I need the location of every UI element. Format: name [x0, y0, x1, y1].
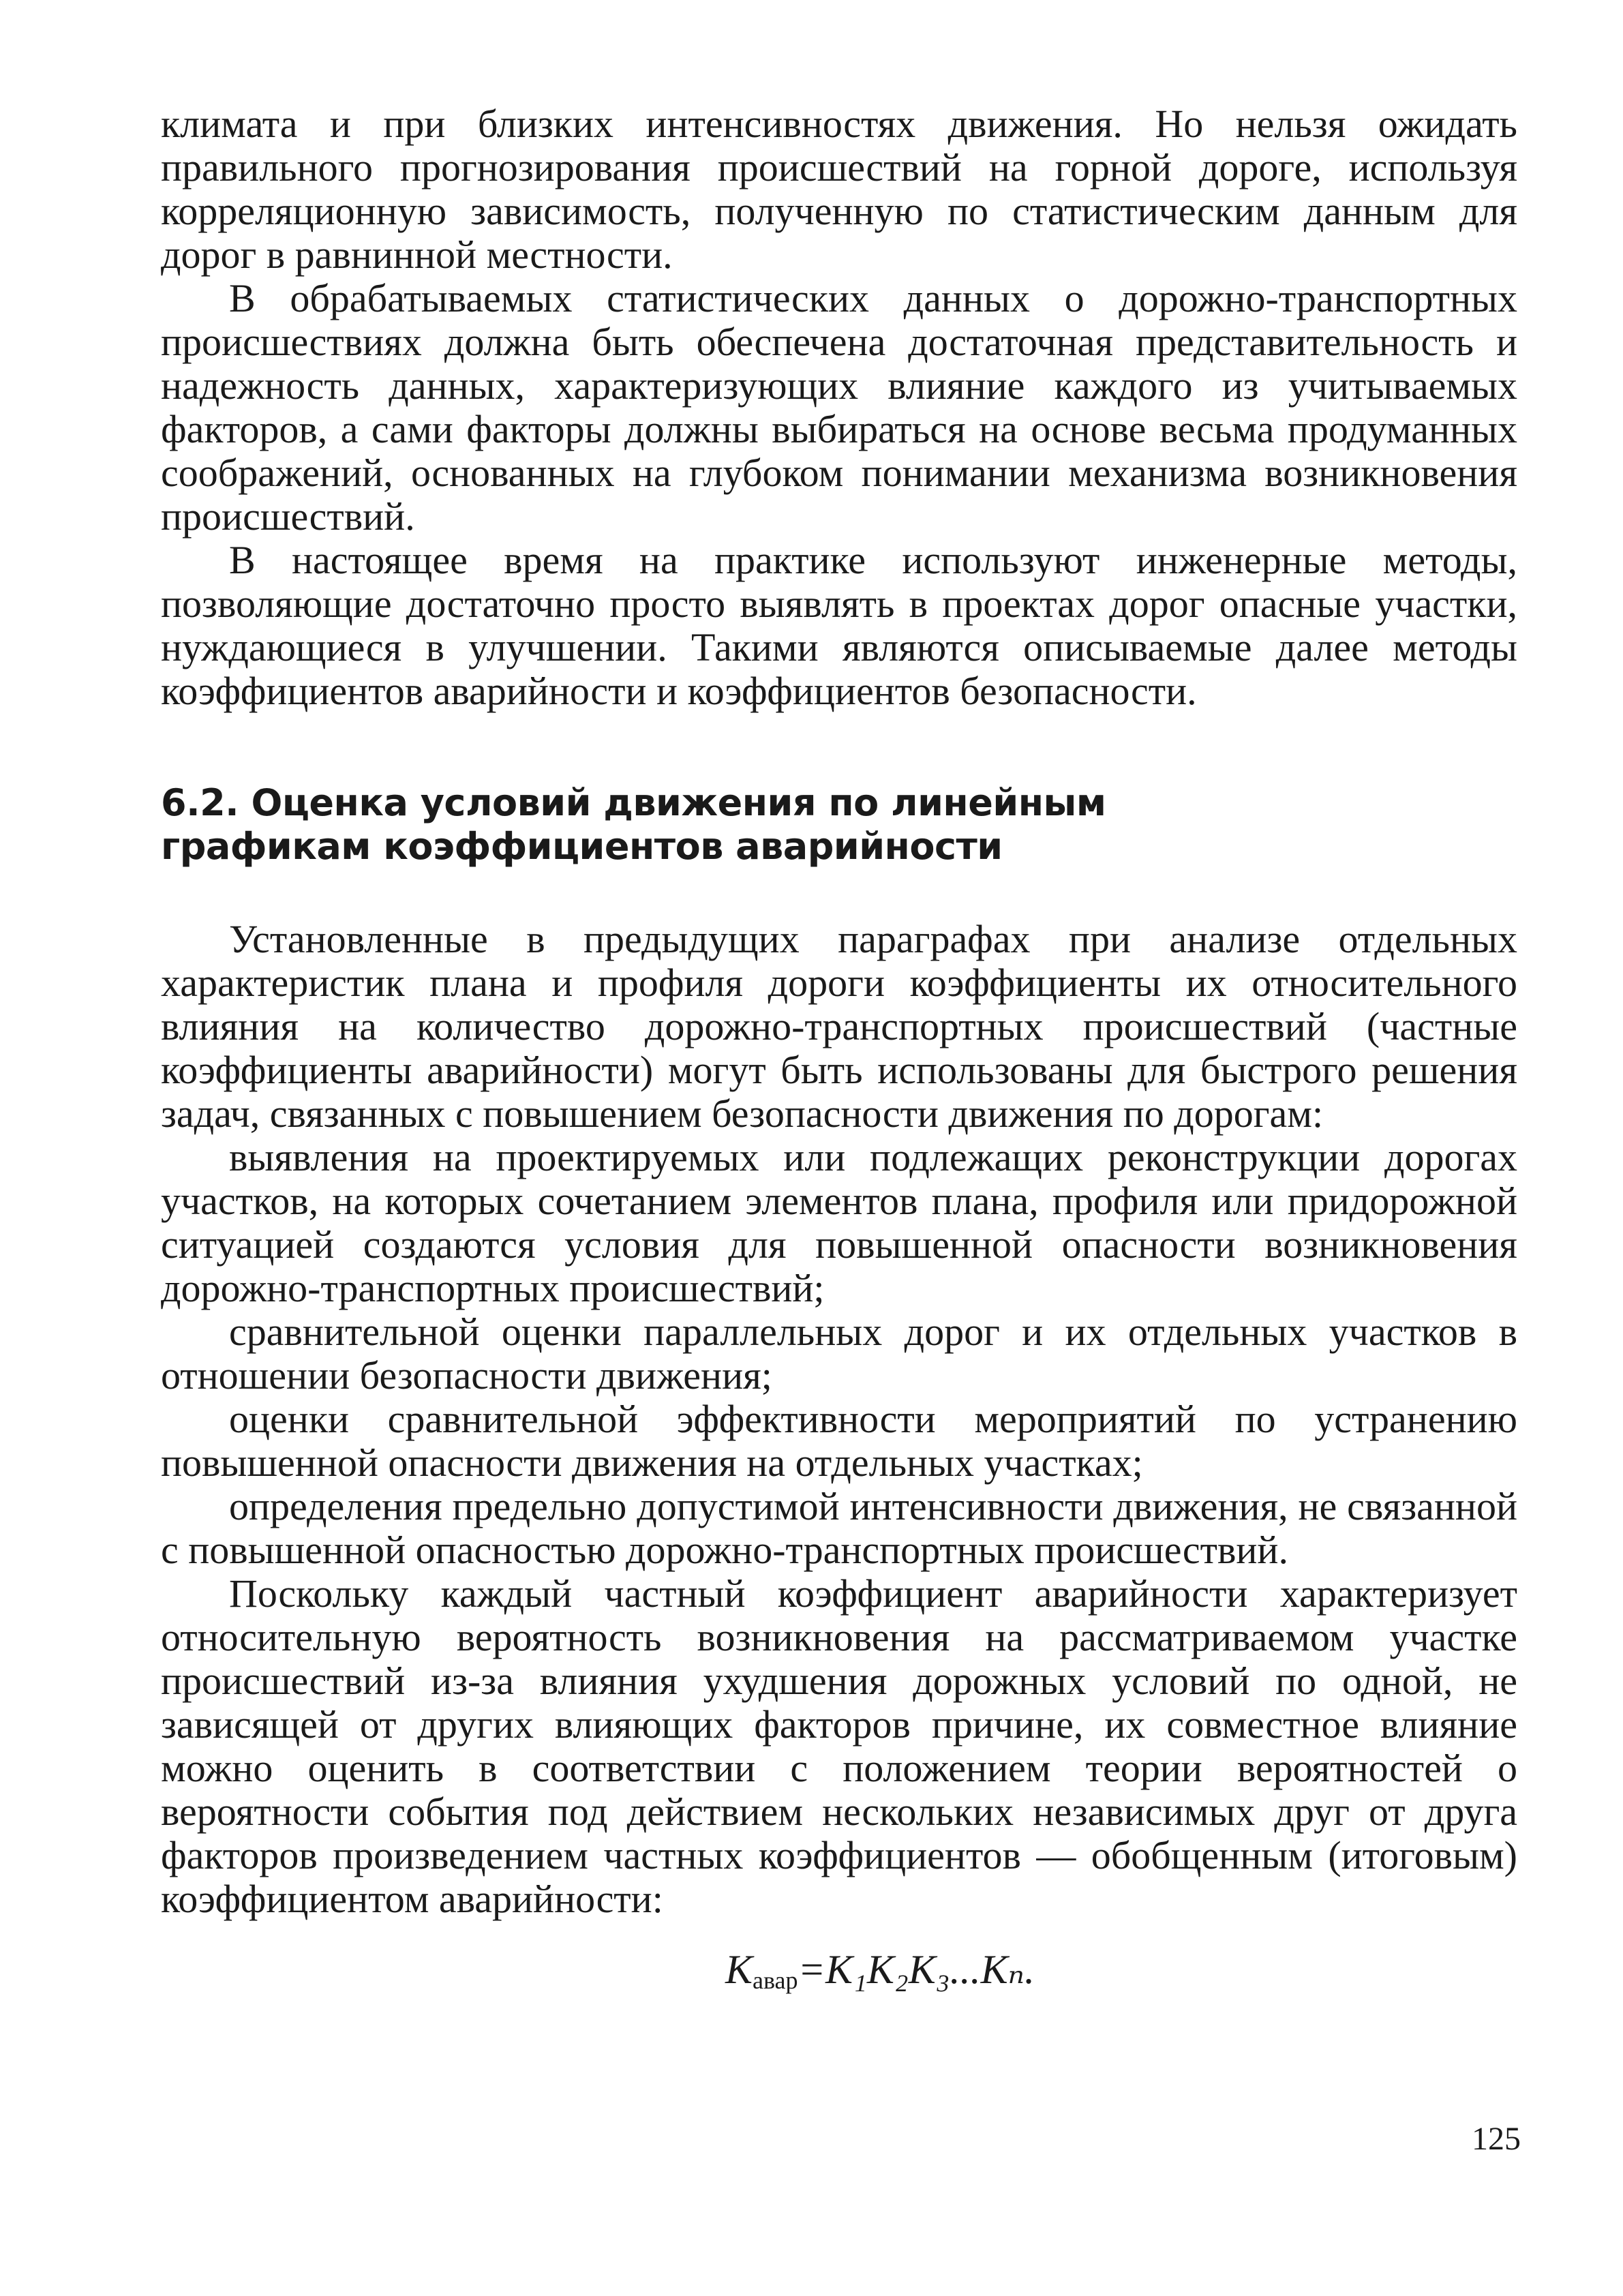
paragraph: В настоящее время на практике используют инженерные методы, позволяющие достаточно просто выявлять в проектах дорог опасные участки, нуждающиеся в улучшении. Такими являются описываемые далее методы коэффициентов аварийности и коэффициентов безопасности. [161, 538, 1517, 713]
list-item: определения предельно допустимой интенсивности движения, не связанной с повышенной опасностью дорожно-транспортных происшествий. [161, 1484, 1517, 1572]
paragraph: Установленные в предыдущих параграфах при анализе отдельных характеристик плана и профиля дороги коэффициенты их относительного влияния на количество дорожно-транспортных происшествий (частные коэффициенты аварийности) могут быть использованы для быстрого решения задач, связанных с повышением безопасности движения по дорогам: [161, 917, 1517, 1136]
section-heading-line: 6.2. Оценка условий движения по линейным [161, 781, 1106, 824]
section-heading-line: графикам коэффициентов аварийности [161, 825, 1003, 868]
list-item: оценки сравнительной эффективности мероприятий по устранению повышенной опасности движения на отдельных участках; [161, 1397, 1517, 1485]
page-number: 125 [1472, 2121, 1521, 2157]
list-item: выявления на проектируемых или подлежащих реконструкции дорогах участков, на которых сочетанием элементов плана, профиля или придорожной ситуацией создаются условия для повышенной опасности возникновения дорожно-транспортных происшествий; [161, 1135, 1517, 1310]
paragraph: Поскольку каждый частный коэффициент аварийности характеризует относительную вероятность возникновения на рассматриваемом участке происшествий из-за влияния ухудшения дорожных условий по одной, не зависящей от других влияющих факторов причине, их совместное влияние можно оценить в соответствии с положением теории вероятностей о вероятности события под действием нескольких независимых друг от друга факторов произведением частных коэффициентов — обобщенным (итоговым) коэффициентом аварийности: [161, 1571, 1517, 1921]
formula-rhs: =K₁K₂K₃...Kₙ. [798, 1947, 1035, 1992]
page-body [161, 102, 1517, 2004]
paragraph: климата и при близких интенсивностях движения. Но нельзя ожидать правильного прогнозирования происшествий на горной дороге, используя корреляционную зависимость, полученную по статистическим данным для дорог в равнинной местности. [161, 102, 1517, 277]
formula [161, 1946, 1517, 2004]
paragraph: В обрабатываемых статистических данных о дорожно-транспортных происшествиях должна быть обеспечена достаточная представительность и надежность данных, характеризующих влияние каждого из учитываемых факторов, а сами факторы должны выбираться на основе весьма продуманных соображений, основанных на глубоком понимании механизма возникновения происшествий. [161, 276, 1517, 539]
section-heading [161, 781, 1517, 868]
formula-symbol: K [725, 1947, 753, 1992]
list-item: сравнительной оценки параллельных дорог и их отдельных участков в отношении безопасности движения; [161, 1310, 1517, 1398]
formula-subscript: авар [753, 1967, 798, 1994]
